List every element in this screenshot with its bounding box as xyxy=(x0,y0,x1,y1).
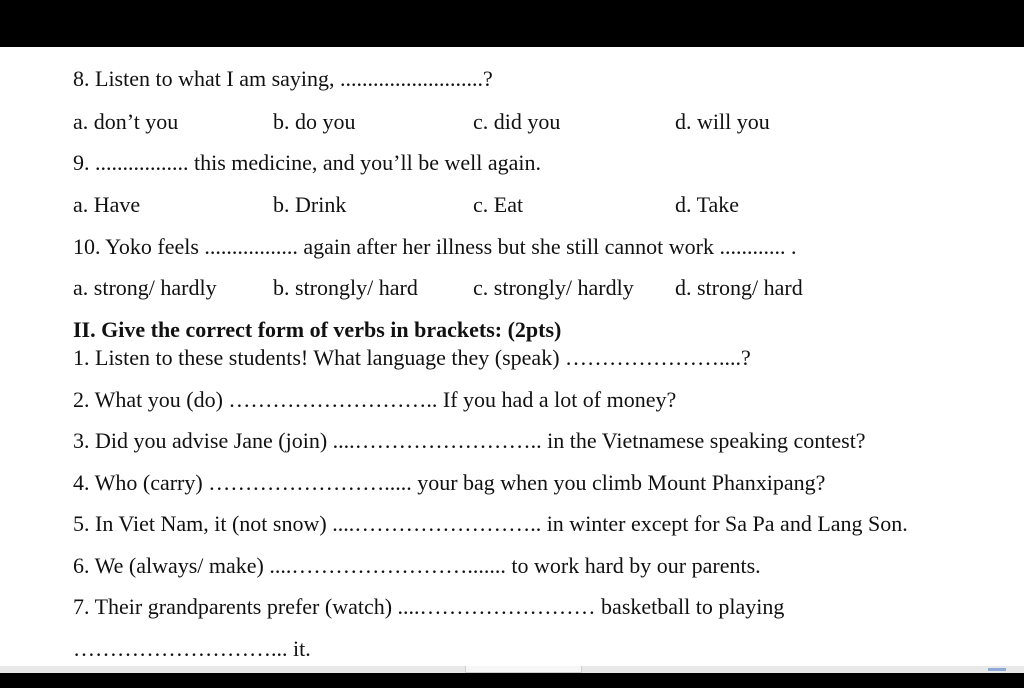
verb-item-7: 7. Their grandparents prefer (watch) ....…………………… basketball to playing xyxy=(73,594,785,619)
question-9-stem: 9. ................. this medicine, and you’ll be well again. xyxy=(73,150,542,175)
bottom-page-tab[interactable] xyxy=(465,666,582,673)
document-page xyxy=(0,47,1024,666)
q10-option-d: d. strong/ hard xyxy=(675,275,803,300)
question-8-stem: 8. Listen to what I am saying, ..........................? xyxy=(73,66,493,91)
bottom-black-bar xyxy=(0,666,1024,688)
verb-item-4: 4. Who (carry) ……………………..... your bag when you climb Mount Phanxipang? xyxy=(73,470,826,495)
q9-option-c: c. Eat xyxy=(473,192,524,217)
q8-option-b: b. do you xyxy=(273,109,356,134)
bottom-indicator xyxy=(988,668,1006,671)
verb-item-1: 1. Listen to these students! What language they (speak) …………………....? xyxy=(73,345,751,370)
q9-option-a: a. Have xyxy=(73,192,141,217)
q9-option-b: b. Drink xyxy=(273,192,347,217)
verb-item-7-continuation: ………………………... it. xyxy=(73,636,311,661)
question-10-stem: 10. Yoko feels ................. again after her illness but she still cannot work ............ . xyxy=(73,234,797,259)
verb-item-5: 5. In Viet Nam, it (not snow) ....…………………….. in winter except for Sa Pa and Lang Son. xyxy=(73,511,908,536)
q9-option-d: d. Take xyxy=(675,192,740,217)
verb-item-3: 3. Did you advise Jane (join) ....…………………….. in the Vietnamese speaking contest? xyxy=(73,428,866,453)
section-2-heading: II. Give the correct form of verbs in brackets: (2pts) xyxy=(73,317,562,342)
q10-option-c: c. strongly/ hardly xyxy=(473,275,634,300)
q8-option-a: a. don’t you xyxy=(73,109,179,134)
q8-option-c: c. did you xyxy=(473,109,561,134)
top-black-bar xyxy=(0,0,1024,47)
q10-option-a: a. strong/ hardly xyxy=(73,275,217,300)
q10-option-b: b. strongly/ hard xyxy=(273,275,418,300)
q8-option-d: d. will you xyxy=(675,109,770,134)
verb-item-6: 6. We (always/ make) ....……………………....... to work hard by our parents. xyxy=(73,553,761,578)
verb-item-2: 2. What you (do) ……………………….. If you had a lot of money? xyxy=(73,387,677,412)
